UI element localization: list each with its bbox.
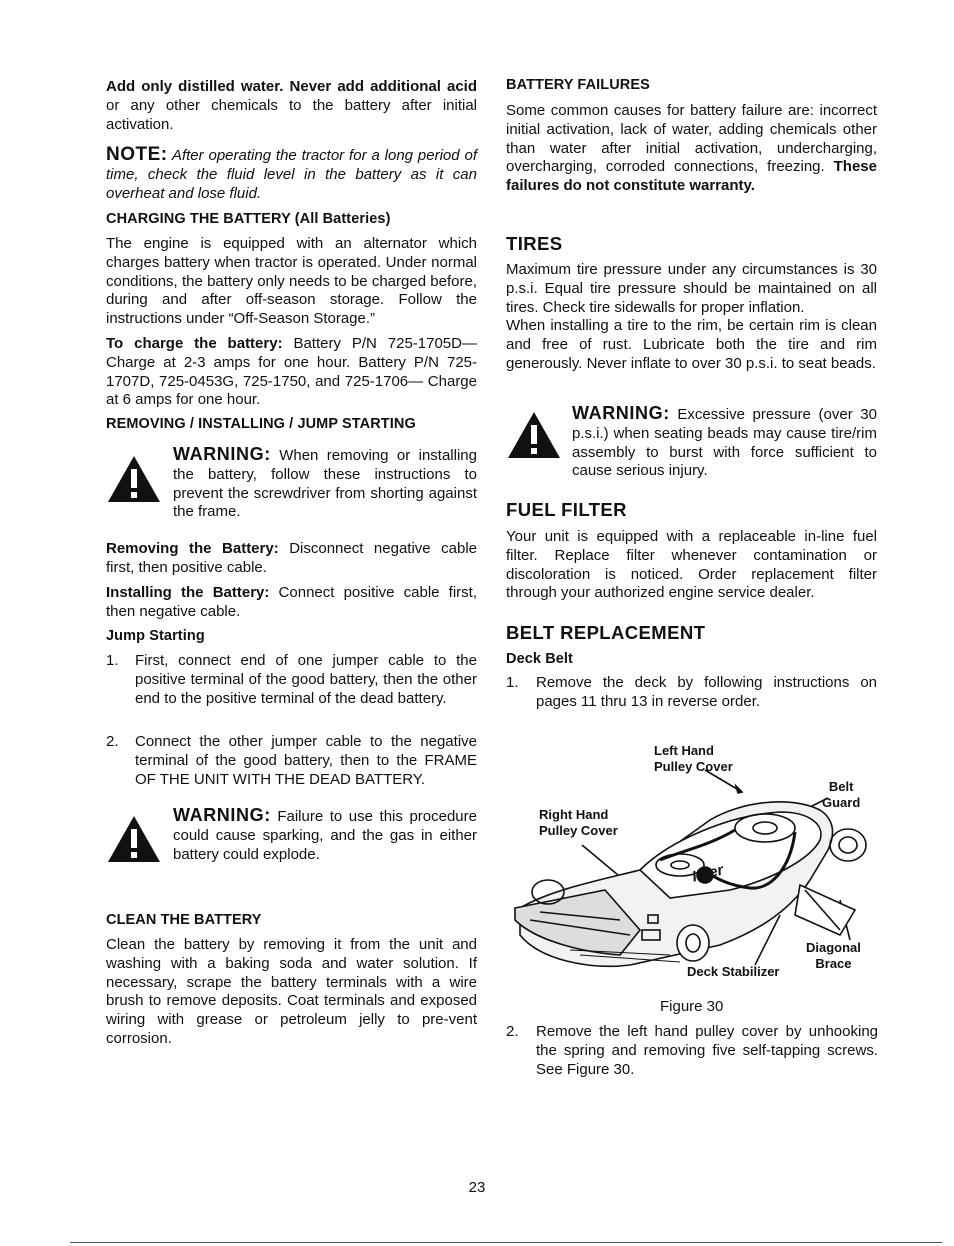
list-item: First, connect end of one jumper cable to the positive terminal of the good battery, then the other end to the positive terminal of the dead battery. [135, 652, 477, 707]
footer-rule [70, 1242, 942, 1243]
fuel-filter-text: Your unit is equipped with a replaceable in-line fuel filter. Replace filter whenever contamination or discoloration is noticed. Order replacement filter through your authorized engine service dealer. [506, 528, 877, 602]
list-item-number: 1. [506, 674, 519, 691]
jump-starting-heading: Jump Starting [106, 628, 205, 644]
label-diagonal-brace: Diagonal Brace [806, 940, 861, 971]
charge-text: Battery P/N 725-1705D— Charge at 2-3 amps for one hour. Battery P/N 725-1707D, 725-0453G, 725-1750, and 725-1706— Charge at 6 amps for one hour. [106, 335, 477, 409]
distilled-water-text: or any other chemicals to the battery after initial activation. [106, 96, 477, 133]
clean-battery-text: Clean the battery by removing it from the unit and washing with a baking soda and water solution. If necessary, scrape the battery terminals with a wire brush to remove deposits. Coat terminals and exposed wiring with grease or petroleum jelly to pre-vent corrosion. [106, 936, 477, 1047]
list-item: Remove the deck by following instructions on pages 11 thru 13 in reverse order. [536, 674, 877, 710]
label-left-hand-pulley-cover: Left Hand Pulley Cover [654, 743, 733, 774]
failures-warranty-bold: These failures do not constitute warranty. [506, 158, 877, 195]
note-label: NOTE: [106, 144, 168, 165]
label-idler: Idler [690, 861, 726, 886]
note-paragraph [106, 146, 477, 203]
list-item: Connect the other jumper cable to the negative terminal of the good battery, then to the FRAME OF THE UNIT WITH THE DEAD BATTERY. [135, 733, 477, 788]
removing-heading: REMOVING / INSTALLING / JUMP STARTING [106, 416, 416, 432]
label-belt-guard: Belt Guard [822, 779, 861, 810]
warning-tires [572, 404, 877, 481]
warning-jump [173, 806, 477, 864]
label-right-hand-pulley-cover: Right Hand Pulley Cover [539, 807, 618, 838]
list-item-number: 1. [106, 652, 119, 669]
deck-belt-heading: Deck Belt [506, 651, 573, 667]
page-number: 23 [468, 1179, 486, 1196]
charging-text: The engine is equipped with an alternator which charges battery when tractor is operated. Under normal conditions, the battery only needs to be charged before, during and after off-season storage. Follow the instructions under “Off-Season Storage.” [106, 235, 477, 328]
failures-text: Some common causes for battery failure are: incorrect initial activation, lack of water, adding chemicals other than water after initial activation, undercharging, overcharging, corroded connections, freezing. [506, 102, 877, 176]
charge-instructions [106, 335, 477, 410]
charge-label: To charge the battery: [106, 335, 283, 352]
fuel-filter-heading: FUEL FILTER [506, 499, 627, 520]
warning-text: When removing or installing the battery, follow these instructions to prevent the screwdriver from shorting against the frame. [173, 447, 477, 521]
charging-heading: CHARGING THE BATTERY (All Batteries) [106, 211, 391, 227]
warning-triangle-icon [106, 454, 162, 504]
warning-label: WARNING: [572, 403, 670, 423]
list-item: Remove the left hand pulley cover by unhooking the spring and removing five self-tapping screws. See Figure 30. [536, 1023, 878, 1078]
warning-text: Failure to use this procedure could cause sparking, and the gas in either battery could explode. [173, 808, 477, 863]
installing-battery [106, 584, 477, 622]
distilled-water-note [106, 78, 477, 134]
warning-triangle-icon [506, 410, 562, 460]
tires-text: Maximum tire pressure under any circumstances is 30 p.s.i. Equal tire pressure should be maintained on all tires. Check tire sidewalls for proper inflation. [506, 261, 877, 316]
removing-label: Removing the Battery: [106, 540, 279, 557]
installing-text: Connect positive cable first, then negative cable. [106, 584, 477, 620]
battery-failures-heading: BATTERY FAILURES [506, 77, 650, 93]
list-item-number: 2. [506, 1023, 519, 1040]
warning-removing [173, 445, 477, 522]
installing-label: Installing the Battery: [106, 584, 270, 601]
tires-install-text: When installing a tire to the rim, be certain rim is clean and free of rust. Lubricate both the tire and rim generously. Never inflate to over 30 p.s.i. to seat beads. [506, 317, 877, 372]
label-deck-stabilizer: Deck Stabilizer [687, 964, 780, 979]
removing-text: Disconnect negative cable first, then positive cable. [106, 540, 477, 576]
battery-failures-text [506, 102, 877, 196]
warning-text: Excessive pressure (over 30 p.s.i.) when seating beads may cause tire/rim assembly to burst with force sufficient to cause serious injury. [572, 406, 877, 480]
warning-triangle-icon [106, 814, 162, 864]
clean-battery-heading: CLEAN THE BATTERY [106, 912, 262, 928]
figure-caption: Figure 30 [660, 998, 724, 1015]
tires-heading: TIRES [506, 233, 563, 254]
distilled-water-warning-bold: Add only distilled water. Never add additional acid [106, 78, 477, 95]
list-item-number: 2. [106, 733, 119, 750]
removing-battery [106, 540, 477, 578]
note-text: After operating the tractor for a long period of time, check the fluid level in the battery as it can overheat and lose fluid. [106, 147, 477, 202]
belt-replacement-heading: BELT REPLACEMENT [506, 622, 706, 643]
warning-label: WARNING: [173, 805, 271, 825]
warning-label: WARNING: [173, 444, 271, 464]
